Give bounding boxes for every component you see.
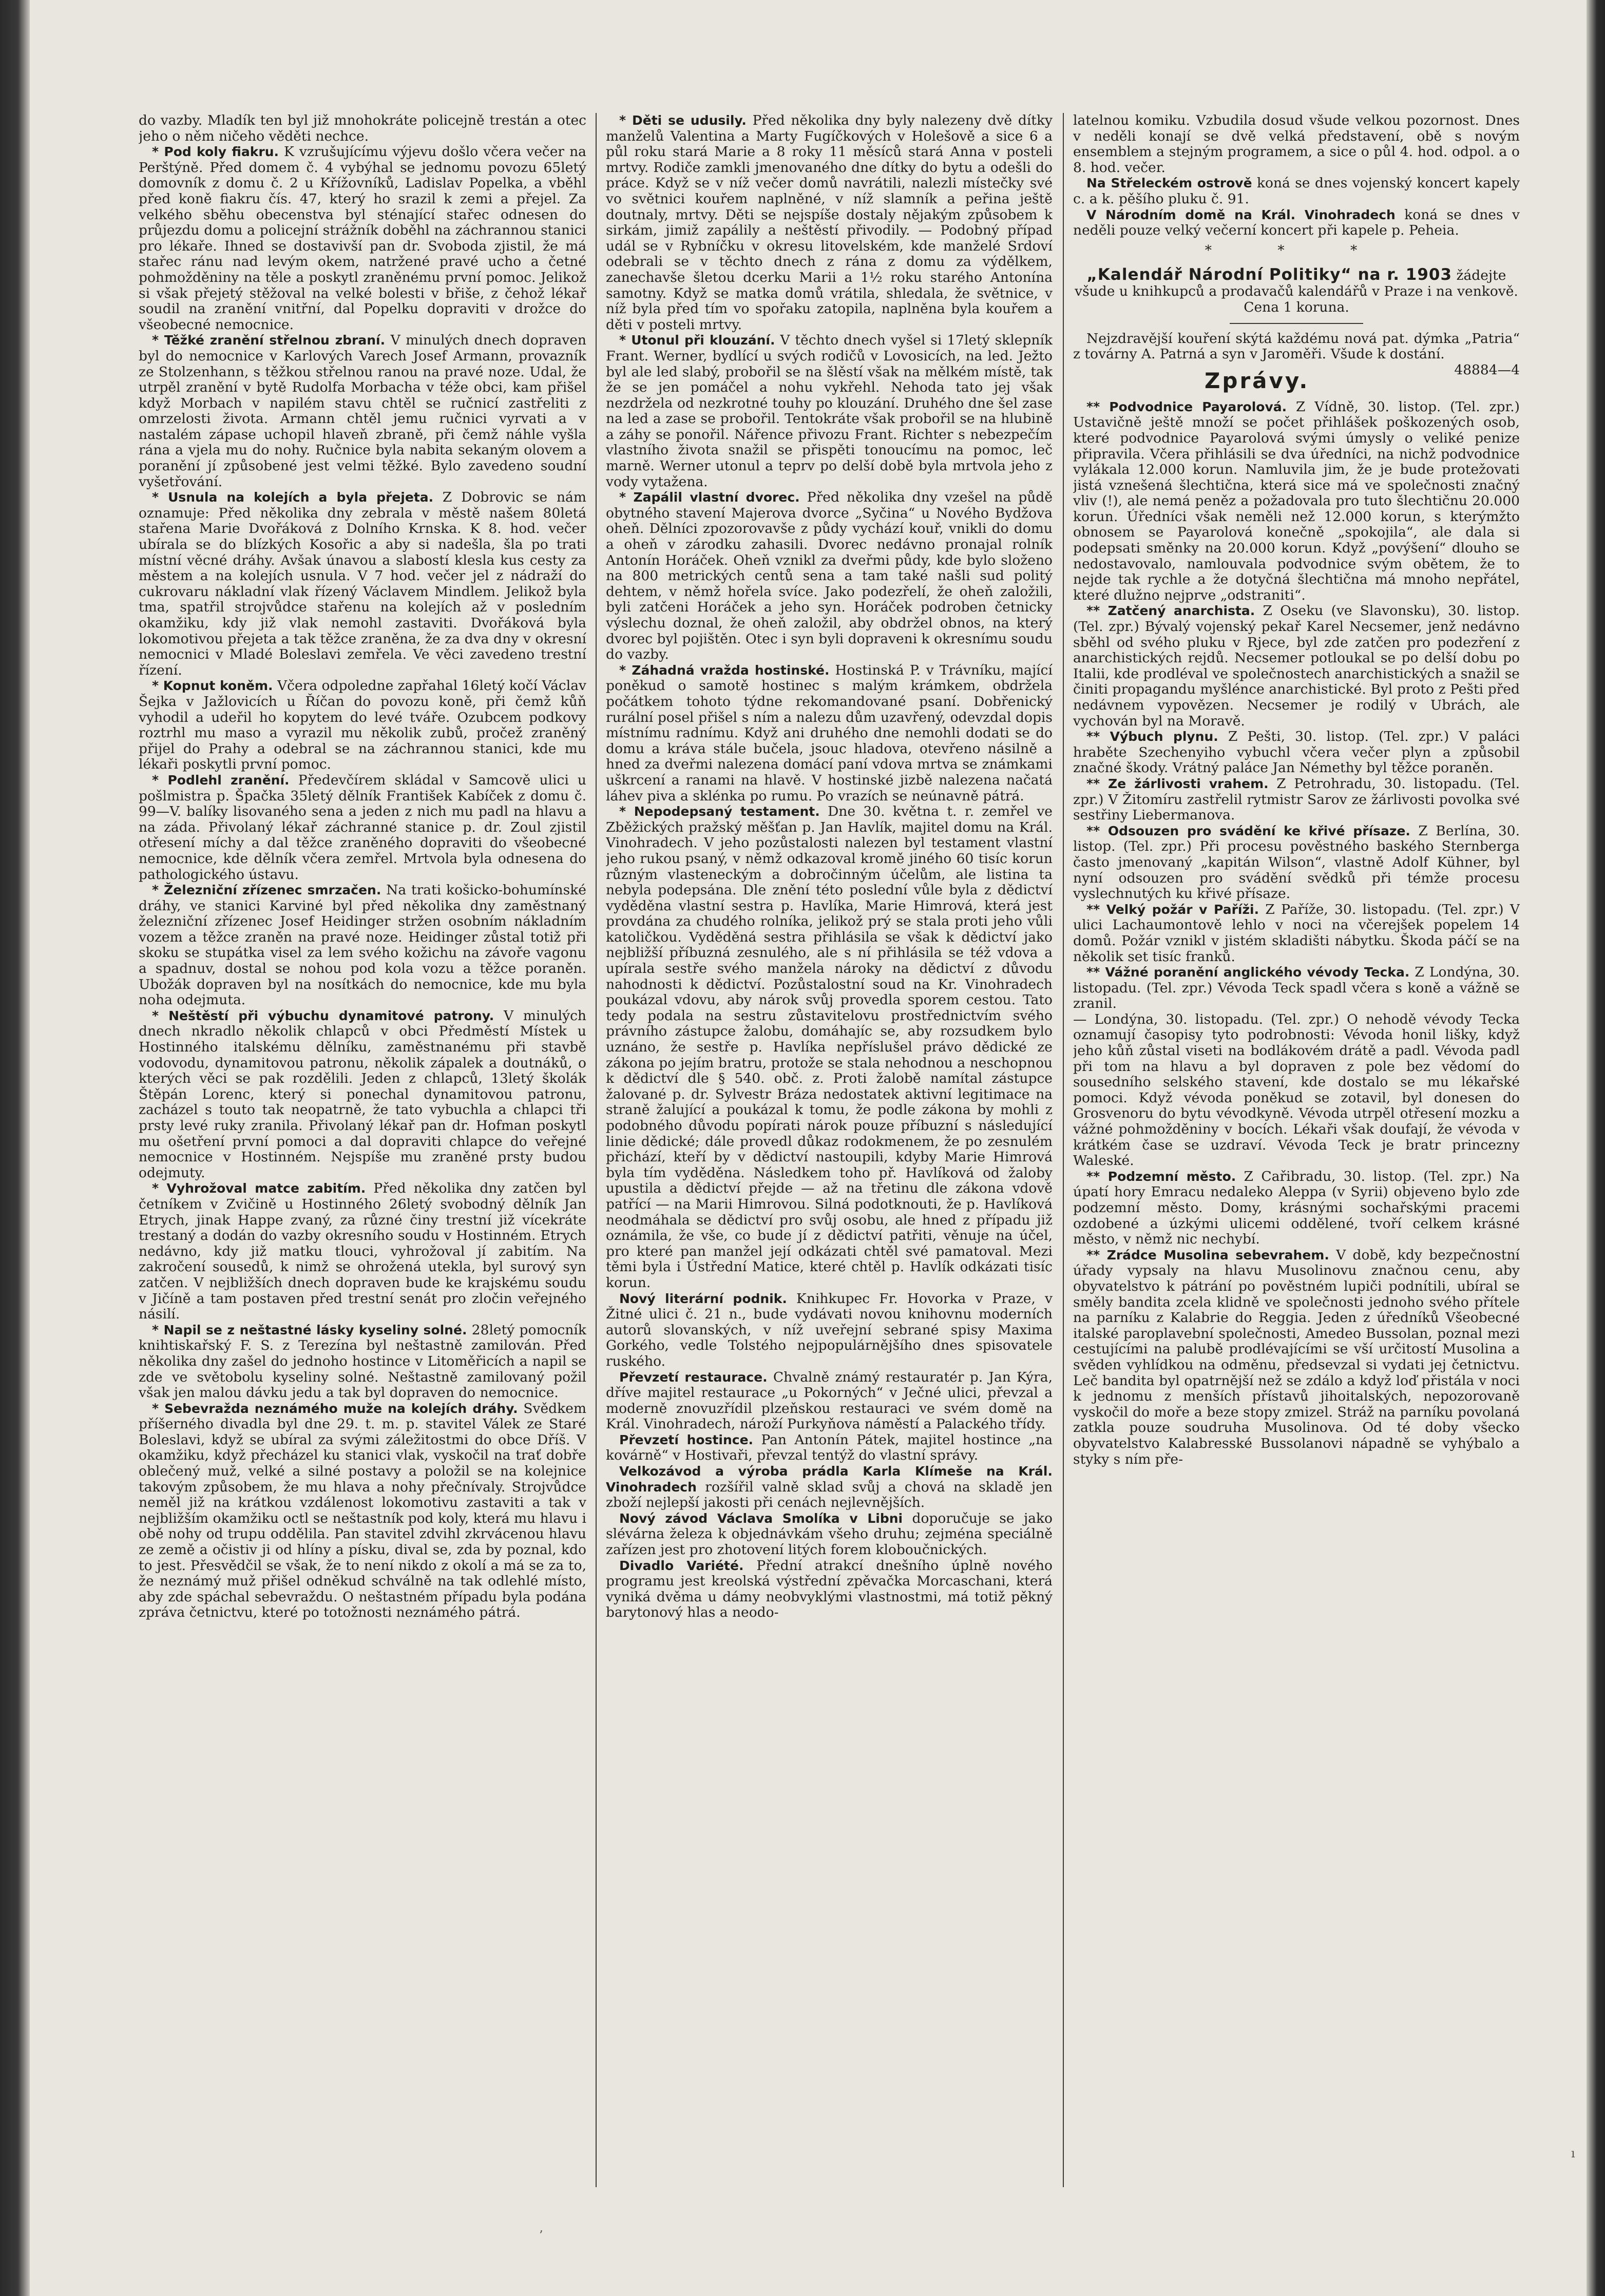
news-headline: * Děti se udusily. xyxy=(619,113,747,128)
news-paragraph xyxy=(139,1401,586,1621)
news-paragraph xyxy=(606,1558,1053,1621)
news-text: Z Londýna, 30. listopadu. (Tel. zpr.) Vévoda Teck spadl včera s koně a vážně se zranil. xyxy=(1073,964,1520,1012)
news-text: Knihkupec Fr. Hovorka v Praze, v Žitné ulici č. 21 n., bude vydávati novou knihovnu moderních autorů slovanských, v níž uveřejní sebrané spisy Maxima Gorkého, vedle Tolstého nejpopulárnějšího dnes spisovatele ruského. xyxy=(606,1290,1053,1369)
news-headline: * Zapálil vlastní dvorec. xyxy=(619,490,800,505)
page-edge-right xyxy=(1587,0,1605,2296)
column-3-news xyxy=(1073,399,1520,1467)
news-headline: ** Vážné poranění anglického vévody Tecka. xyxy=(1086,965,1410,980)
news-text: Z Paříže, 30. listopadu. (Tel. zpr.) V ulici Lachaumontově lehlo v noci na včerejšek popelem 14 domů. Požár vznikl v jistém skladišti nábytku. Škoda páčí se na několik set tisíc franků. xyxy=(1073,901,1520,965)
news-text: 28letý pomocník knihtiskařský F. S. z Terezína byl neštastně zamilován. Před několika dny zašel do jednoho hostince v Litoměřicích a napil se zde ve světobolu kyseliny solné. Neštastně zamilovaný požil však jen malou dávku jedu a tak byl dopraven do nemocnice. xyxy=(139,1322,586,1401)
news-paragraph xyxy=(1073,776,1520,824)
news-paragraph xyxy=(1073,1169,1520,1248)
news-text: Z Pešti, 30. listop. (Tel. zpr.) V paláci hraběte Szechenyiho vybuchl včera večer plyn a způsobil značné škody. Vrátný paláce Jan Némethy byl těžce poraněn. xyxy=(1073,729,1520,776)
pipe-ad-code: 48884—4 xyxy=(1454,361,1520,378)
news-paragraph xyxy=(606,333,1053,490)
news-text: Chvalně známý restauratér p. Jan Kýra, dříve majitel restaurace „u Pokorných“ v Ječné ulici, převzal a moderně znovuzřídil plzeňskou restauraci ve svém domě na Král. Vinohradech, nároží Purkyňova náměstí a Palackého třídy. xyxy=(606,1369,1053,1432)
news-paragraph xyxy=(1073,902,1520,965)
news-headline: * Záhadná vražda hostinské. xyxy=(619,662,830,678)
pipe-ad xyxy=(1073,330,1520,378)
news-text: Včera odpoledne zapřahal 16letý kočí Václav Šejka v Jažlovicích u Říčan do povozu koně, při čemž kůň vyhodil a udeřil ho kopytem do levé tváře. Ozubcem podkovy roztrhl mu maso a vyrazil mu několik zubů, pročež zraněný přijel do Prahy a odebral se na záchrannou stanici, kde mu lékaři poskytli první pomoc. xyxy=(139,678,586,773)
news-paragraph xyxy=(139,1323,586,1401)
news-text: Na trati košicko-bohumínské dráhy, ve stanici Karviné byl před několika dny zaměstnaný železniční zřízenec Josef Heidinger stržen osobním nákladním vozem a těžce zraněn na pravé noze. Heidinger zůstal totiž při skoku se stupátka visel za lem svého kožichu na závoře vagonu a spadnuv, dostal se nohou pod kola vozu a těžce poraněn. Ubožák dopraven byl na nosítkách do nemocnice, kde mu byla noha odejmuta. xyxy=(139,882,586,1008)
news-headline: * Kopnut koněm. xyxy=(152,678,273,694)
news-headline: * Podlehl zranění. xyxy=(152,772,290,788)
news-paragraph xyxy=(606,804,1053,1291)
news-paragraph xyxy=(1073,824,1520,902)
news-text: Z Vídně, 30. listop. (Tel. zpr.) Ustavičně ještě množí se počet přihlášek poškozených osob, které podvodnice Payarolová svými úmysly o veliké penize připravila. Včera přihlásili se dva úředníci, na nichž podvodnice vylákala 12.000 korun. Namluvila jim, že je bude protežovati jistá vznešená šlechtična, která sice má ve společnosti značný vliv (!), ale nemá peněz a požadovala pro tuto šlechtičnu 20.000 korun. Úředníci však neměli než 12.000 korun, s kterýmžto obnosem se Payarolová konečně „spokojila“, ale dala si podepsati směnky na 20.000 korun. Když „povýšení“ dlouho se nedostavovalo, namlouvala podvodnice svým obětem, že to nejde tak rychle a že dotyčná šlechtična má mnoho nepřátel, které dlužno nejprve „odstraniti“. xyxy=(1073,398,1520,603)
news-text: koná se dnes vojenský koncert kapely c. a k. pěšího pluku č. 91. xyxy=(1073,175,1520,207)
news-paragraph xyxy=(139,113,586,144)
news-text: — Londýna, 30. listopadu. (Tel. zpr.) O nehodě vévody Tecka oznamují časopisy tyto podrobnosti: Vévoda honil lišky, když jeho kůň zůstal viseti na bodlákovém drátě a padl. Vévoda padl při tom na hlavu a byl dopraven z pole bez vědomí do sousedního selského stavení, kde dostalo se mu lékařské pomoci. Když vévoda poněkud se zotavil, byl donesen do Grosvenoru do bytu vévodkyně. Vévoda utrpěl otřesení mozku a vážné pohmožděniny v bocích. Lékaři však doufají, že vévoda v krátkém čase se uzdraví. Vévoda Teck je bratr princezny Waleské. xyxy=(1073,1011,1520,1169)
news-paragraph xyxy=(139,678,586,773)
news-text: latelnou komiku. Vzbudila dosud všude velkou pozornost. Dnes v neděli konají se dvě velká představení, obě s novým ensemblem a stejným programem, a sice o půl 4. hod. odpol. a o 8. hod. večer. xyxy=(1073,113,1520,176)
news-paragraph xyxy=(139,1181,586,1322)
news-headline: * Těžké zranění střelnou zbraní. xyxy=(152,333,386,348)
news-headline: ** Odsouzen pro svádění ke křivé přísaze. xyxy=(1086,823,1410,838)
news-headline: * Nepodepsaný testament. xyxy=(619,804,820,819)
news-text: Přední atrakcí dnešního úplně nového programu jest kreolská výstřední zpěvačka Morcaschani, která vyniká dvěma u dámy neobvyklými vlastnostmi, má totiž pěkný barytonový hlas a neodo- xyxy=(606,1557,1053,1621)
news-paragraph xyxy=(1073,729,1520,776)
news-paragraph xyxy=(1073,1248,1520,1467)
news-headline: Nový literární podnik. xyxy=(619,1291,787,1306)
news-headline: ** Velký požár v Paříži. xyxy=(1086,902,1259,917)
news-headline: * Železniční zřízenec smrzačen. xyxy=(152,883,381,898)
news-text: rozšířil valně sklad svůj a chová na skladě jen zboží nejlepší jakosti při cenách nejlevnějších. xyxy=(606,1479,1053,1511)
page-edge-left xyxy=(0,0,30,2296)
news-headline: * Usnula na kolejích a byla přejeta. xyxy=(152,490,434,505)
news-text: Hostinská P. v Trávníku, mající poněkud o samotě hostinec s malým krámkem, obdržela počátkem tohoto týdne rekomandované psaní. Dobřenický rurální posel přišel s ním a nalezu dům uzavřený, odevzdal dopis místnímu radnímu. Když ani druhého dne nemohli dodati se do domu a kráva stále bučela, jsouc hladova, otevřeno násilně a hned za dveřmi nalezena domácí paní vdova mrtva se známkami uškrcení a ranami na hlavě. V hostinské jizbě nalezena načatá láhev piva a sklénka po rumu. Po vrazích se neúnavně pátrá. xyxy=(606,662,1053,804)
news-text: Z Dobrovic se nám oznamuje: Před několika dny zebrala v městě našem 80letá stařena Marie Dvořáková z Dolního Krnska. K 8. hod. večer ubírala se do blízkých Kosořic a aby si nadešla, šla po trati místní věcné dráhy. Avšak únavou a slabostí klesla kus cesty za městem a na kolejích usnula. V 7 hod. večer jel z nádraží do cukrovaru nákladní vlak řízený Václavem Mindlem. Jelikož byla tma, spatřil strojvůdce stařenu na kolejích až v posledním okamžiku, kdy již vlak nemohl zastaviti. Dvořáková byla lokomotivou přejeta a tak těžce zraněna, že za dva dny v okresní nemocnici v Mladé Boleslavi zemřela. Ve věci zavedeno trestní řízení. xyxy=(139,489,586,678)
news-paragraph xyxy=(139,490,586,678)
news-text: Z Oseku (ve Slavonsku), 30. listop. (Tel. zpr.) Bývalý vojenský pekař Karel Necsemer, jenž nedávno sběhl od svého pluku v Rjece, byl zde zatčen pro podezření z anarchistických rejdů. Necsemer potloukal se po delší dobu po Italii, kde prodléval ve společnostech anarchistických a snažil se činiti propagandu myšlénce anarchistické. Byl proto z Pešti před nedávnem vypovězen. Necsemer je rodilý v Ubrách, ale vychován byl na Moravě. xyxy=(1073,603,1520,729)
news-headline: ** Podzemní město. xyxy=(1086,1169,1236,1184)
news-paragraph xyxy=(139,773,586,883)
news-column-1 xyxy=(139,113,586,2197)
page-mark: ’ xyxy=(539,2228,543,2243)
calendar-ad-text: žádejte všude u knihkupců a prodavačů kalendářů v Praze i na venkově. Cena 1 koruna. xyxy=(1075,267,1518,315)
news-paragraph xyxy=(1073,207,1520,239)
news-headline: V Národním domě na Král. Vinohradech xyxy=(1086,207,1396,222)
news-paragraph xyxy=(606,1464,1053,1511)
news-text: Svědkem příšerného divadla byl dne 29. t. m. p. stavitel Válek ze Staré Boleslavi, když se ubíral za svými záležitostmi do obce Dříš. V okamžiku, když přecházel ku stanici vlak, vyskočil na trať dobře oblečený muž, velké a silné postavy a položil se na kolejnice takovým způsobem, že mu hlava a nohy přečnívaly. Strojvůdce neměl již na krátkou vzdálenost lokomotivu zastaviti a tak v nejbližším okamžiku octl se neštastník pod koly, která mu hlavu i obě nohy od trupu oddělila. Pan stavitel zdvihl zkrvácenou hlavu ze země a očistiv ji od hlíny a písku, dival se, zda by poznal, kdo to jest. Přesvědčil se však, že to není nikdo z okolí a má se za to, že neznámý muž přišel odněkud schválně na tak odlehlé místo, aby zde spáchal sebevraždu. O neštastném případu byla podána zpráva četnictvu, které po totožnosti neznámého pátrá. xyxy=(139,1400,586,1621)
calendar-ad-title: „Kalendář Národní Politiky“ na r. 1903 xyxy=(1086,265,1453,284)
news-paragraph xyxy=(139,333,586,490)
news-headline: * Utonul při klouzání. xyxy=(619,333,775,348)
news-text: Před několika dny vzešel na půdě obytného stavení Majerova dvorce „Syčina“ u Nového Bydžova oheň. Dělníci zpozorovavše z půdy vychází kouř, vnikli do domu a oheň v zárodku zahasili. Dvorec nedávno pronajal rolník Antonín Horáček. Oheň vznikl za dveřmi půdy, kde bylo složeno na 800 metrických centů sena a tam také našli sud politý dehtem, v němž hořela svíce. Jako podezřelí, že oheň založili, byli zatčeni Horáček a jeho syn. Horáček podroben četnicky výslechu doznal, že oheň založil, aby obdržel obnos, na který dvorec byl pojištěn. Otec i syn byli dopraveni k okresnímu soudu do vazby. xyxy=(606,489,1053,663)
news-headline: * Pod koly fiakru. xyxy=(152,144,279,160)
news-headline: Převzetí restaurace. xyxy=(619,1369,768,1385)
news-headline: ** Ze žárlivosti vrahem. xyxy=(1086,776,1269,791)
news-headline: Převzetí hostince. xyxy=(619,1432,754,1447)
column-rule xyxy=(1063,113,1064,2187)
news-text: Z Berlína, 30. listop. (Tel. zpr.) Při procesu pověstného baského Sternberga často jmenovaný „kapitán Wilson“, vlastně Adolf Kühner, byl nyní odsouzen pro svádění svědků při témže procesu vyslechnutých ku křivé přísaze. xyxy=(1073,822,1520,902)
news-text: Před několika dny byly nalezeny dvě dítky manželů Valentina a Marty Fugíčkových v Holešově a sice 6 a půl roku stará Marie a 8 roky 11 měsíců stará Anna v posteli mrtvy. Rodiče zamkli jmenovaného dne dítky do bytu a odešli do práce. Když se v níž večer domů navrátili, nalezli místečky své vo světnici kouřem naplněné, v níž slamník a peřina ještě doutnaly, mrtvy. Děti se nejspíše dostaly nějakým způsobem k sirkám, jimiž zapálily a neštěstí přivodily. — Podobný případ udál se v Rybníčku v okresu litovelském, kde manželé Srdoví odebrali se v těchto dnech z rána z domu za výdělkem, zanechavše šletou dcerku Marii a 1½ roku starého Antonína samotny. Když se matka domů vrátila, shledala, že světnice, v níž byla před tím vo spořaku zatopila, naplněna byla kouřem a děti v posteli mrtvy. xyxy=(606,113,1053,333)
news-text: doporučuje se jako slévárna železa k objednávkám všeho druhu; zejména speciálně zařízen jest pro zhotovení litých forem kloboučnických. xyxy=(606,1510,1053,1558)
news-text: Dne 30. května t. r. zemřel ve Zběžických pražský měšťan p. Jan Havlík, majitel domu na Král. Vinohradech. V jeho pozůstalosti nalezen byl testament vlastní jeho rukou psaný, v němž odkazoval kromě jiného 60 tisíc korun různým vlasteneckým a dobročinným účelům, ale listina ta nebyla podepsána. Dle znění této poslední vůle byla z dědictví vyděděna vlastní sestra p. Havlíka, Marie Himrová, která jest provdána za chudého rolníka, jelikož prý se stala proti jeho vůli katoličkou. Vyděděná sestra přihlásila se však k dědictví jako nejbližší příbuzná zesnulého, ale s ní přihlásila se též vdova a upírala sestře svého manžela nároky na dědictví z důvodu nahodnosti k dědictví. Pozůstalostní soud na Kr. Vinohradech poukázal vdovu, aby nárok svůj provedla sporem cestou. Tato tedy podala na sestru zůstavitelovu prostřednictvím svého právního zástupce žalobu, domáhajíc se, aby rozsudkem bylo uznáno, že sestře p. Havlíka nepříslušel právo dědické ze zákona po jejím bratru, protože se stala nehodnou a neschopnou k dědictví dle § 540. obč. z. Proti žalobě namítal zástupce žalované p. dr. Sylvestr Brázа nedostatek aktivní legitimace na straně žalující a poukázal k tomu, že podle zákona by mohli z podobného důvodu popírati nárok pouze příbuzní s následující linie dědické; dále provedl důkaz rodokmenem, že po zesnulém přichází, kteří by v dědictví nastoupili, kdyby Marie Himrová byla tím vyděděna. Následkem toho př. Havlíková od žaloby upustila a dědictví přejde — až na třetinu dle zákona vdově patřící — na Marii Himrovou. Silná podotknouti, že p. Havlíková neodmáhala se dědictví pro svůj osobu, ale hned z případu již oznámila, že vše, co bude jí z dědictví patřiti, věnuje na účel, pro které pan manžel její odkázati chtěl své pamatoval. Mezi těmi byla i Ústřední Matice, které chtěl p. Havlík odkázati tisíc korun. xyxy=(606,803,1053,1291)
separator-stars: * * * xyxy=(1205,242,1388,258)
news-headline: * Neštěstí při výbuchu dynamitové patrony. xyxy=(152,1008,494,1023)
news-paragraph xyxy=(1073,603,1520,729)
news-text: Před několika dny zatčen byl četníkem v Zvičině u Hostinného 26letý svobodný dělník Jan Etrych, jinak Happe zvaný, za různé činy trestní již vícekráte trestaný a dodán do vazby okresního soudu v Hostinném. Etrych nedávno, kdy již matku tlouci, vyhrožoval jí zabitím. Na zakročení sousedů, k nimž se ohrožená utekla, byl surový syn zatčen. V nejbližších dnech dopraven bude ke krajskému soudu v Jičíně a tam postaven před trestní senát pro zločin veřejného násilí. xyxy=(139,1180,586,1323)
news-paragraph xyxy=(606,1370,1053,1432)
news-paragraph xyxy=(606,113,1053,333)
news-text: V minulých dnech nkradlo několik chlapců v obci Předměstí Místek u Hostinného italskému dělníku, zaměstnanému při stavbě vodovodu, dynamitovou patronu, několik zápalek a doutnáků, o kterých věci se pak rozdělili. Jeden z chlapců, 13letý školák Štěpán Lorenc, který si ponechal dynamitovou patronu, zacházel s touto tak neopatrně, že tato vybuchla a chlapci tři prsty levé ruky zranila. Přivolaný lékař pan dr. Hofman poskytl mu ošetření první pomoci a dal dopraviti chlapce do veřejné nemocnice v Hostinném. Nejspíše mu zraněné prsty budou odejmuty. xyxy=(139,1007,586,1181)
pipe-ad-text: Nejzdravější kouření skýtá každému nová pat. dýmka „Patria“ z továrny A. Patrná a syn v Jaroměři. Všude k dostání. xyxy=(1073,330,1520,362)
news-headline: * Vyhrožoval matce zabitím. xyxy=(152,1181,366,1196)
news-column-3 xyxy=(1073,113,1520,2197)
news-headline: Divadlo Variété. xyxy=(619,1558,744,1573)
news-headline: ** Výbuch plynu. xyxy=(1086,729,1218,744)
news-paragraph xyxy=(1073,1012,1520,1169)
news-text: V minulých dnech dopraven byl do nemocnice v Karlových Varech Josef Armann, provazník ze Stolzenhann, s těžkou střelnou ranou na pravé noze. Udal, že utrpěl zranění v bytě Rudolfa Morbacha v téže obci, kam přišel když Morbach v napilém stavu chtěl se ručnicí zastřeliti z omrzelosti života. Armann chtěl jemu ručnici vyrvati a v nastalém zápase uchopil hlaveň zbraně, při čemž náhle vyšla rána a vjela mu do nohy. Ručnice byla nabita sekaným olovem a poranění jí způsobené jest velmi těžké. Bylo zavedeno soudní vyšetřování. xyxy=(139,332,586,490)
page-mark: ı xyxy=(1571,2146,1575,2160)
news-headline: ** Podvodnice Payarolová. xyxy=(1086,399,1287,414)
news-paragraph xyxy=(606,490,1053,663)
news-paragraph xyxy=(1073,113,1520,176)
news-paragraph xyxy=(1073,965,1520,1012)
news-text: V době, kdy bezpečnostní úřady vypsaly na hlavu Musolinovu značnou cenu, aby obyvatelstvo k pátrání po pověstném lupiči podnítili, ubíral se směly bandita zcela klidně ve společnosti jednoho svého přítele na parníku z Kalabrie do Reggia. Jeden z úředníků Všeobecné italské paroplavební společnosti, Amedeo Bussolan, poznal mezi cestujícími na palubě prodlévajícími se vší určitostí Musolina a svěden vyhlídkou na odměnu, předsevzal si vydati jej četnictvu. Leč bandita byl opatrnější než se zdálo a když loď přistála v noci k jednomu z menších přístavů jihoitalských, nepozorovaně vyskočil do moře a beze stopy zmizel. Stráž na parníku povolaná zatkla pouze soudruha Musolinova. Od té doby všecko obyvatelstvo Kalabresské Bussolanovi nápadně se vyhýbalo a styky s ním pře- xyxy=(1073,1247,1520,1467)
news-paragraph xyxy=(1073,176,1520,207)
column-rule xyxy=(596,113,597,2187)
news-paragraph xyxy=(139,1008,586,1181)
news-paragraph xyxy=(606,1511,1053,1558)
news-headline: * Sebevražda neznámého muže na kolejích dráhy. xyxy=(152,1401,518,1416)
news-headline: Na Střeleckém ostrově xyxy=(1086,176,1252,191)
news-text: K vzrušujícímu výjevu došlo včera večer na Perštýně. Před domem č. 4 vybýhal se jednomu povozu 65letý domovník z domu č. 2 u Křížovníků, Ladislav Popelka, a vběhl před koně fiakru čís. 47, který ho srazil k zemi a přejel. Za velkého sběhu obecenstva byl sténající stařec odnesen do průjezdu domu a policejní strážník doběhl na záchrannou stanici pro lékaře. Ihned se dostavivší pan dr. Svoboda zjistil, že má stařec ránu nad levým okem, natržené pravé ucho a četné pohmožděniny na těle a poskytl zraněnému první pomoc. Jelikož si však přejetý stěžoval na velké bolesti v břiše, z čehož lékař soudil na zranění vnitřní, dal Popelku dopraviti v drožce do všeobecné nemocnice. xyxy=(139,144,586,333)
zpravy-heading: Zprávy. xyxy=(1204,368,1310,393)
news-paragraph xyxy=(606,1291,1053,1370)
news-text: Předevčírem skládal v Samcově ulici u pošlmistra p. Špačka 35letý dělník František Kabíček z domu č. 99—V. balíky lisovaného sena a jeden z nich mu padl na hlavu a na záda. Přivolaný lékař záchranné stanice p. dr. Zoul zjistil otřesení míchy a dal těžce zraněného dopraviti do všeobecné nemocnice, kde dělník včera zemřel. Mrtvola byla odnesena do pathologického ústavu. xyxy=(139,772,586,883)
news-paragraph xyxy=(1073,399,1520,604)
news-headline: * Napil se z neštastné lásky kyseliny solné. xyxy=(152,1322,467,1337)
news-text: V těchto dnech vyšel si 17letý sklepník Frant. Werner, bydlící u svých rodičů v Lovosicích, na led. Ježto byl ale led slabý, probořil se na šlěstí však na mělkém místě, tak že se jen pomáčel a nohu vykřehl. Nehoda tato jej však nezdržela od nezkrotné touhy po klouzání. Druhého dne šel zase na led a zase se probořil. Tentokráte však probořil se na hlubině a záhy se ponořil. Nářence přivozu Frant. Richter s nebezpečím vlastního života snažil se přispěti tonoucímu na pomoc, leč marně. Werner utonul a teprv po delší době byla mrtvola jeho z vody vytažena. xyxy=(606,332,1053,490)
news-column-2 xyxy=(606,113,1053,2197)
news-text: koná se dnes v neděli pouze velký večerní koncert při kapele p. Peheia. xyxy=(1073,206,1520,239)
news-paragraph xyxy=(606,663,1053,804)
news-text: Z Petrohradu, 30. listopadu. (Tel. zpr.) V Žitomíru zastřelil rytmistr Sarov ze žárlivosti povolka své sestřiny Liebermanova. xyxy=(1073,775,1520,824)
news-headline: ** Zrádce Musolina sebevrahem. xyxy=(1086,1247,1329,1262)
news-headline: Velkozávod a výroba prádla Karla Klímeše na Král. Vinohradech xyxy=(606,1464,1053,1495)
news-headline: Nový závod Václava Smolíka v Libni xyxy=(619,1510,903,1526)
separator-rule xyxy=(1230,323,1363,324)
news-headline: ** Zatčený anarchista. xyxy=(1086,603,1255,619)
news-paragraph xyxy=(606,1432,1053,1464)
news-text: do vazby. Mladík ten byl již mnohokráte policejně trestán a otec jeho o něm ničeho věděti nechce. xyxy=(139,113,586,144)
column-3-top xyxy=(1073,113,1520,239)
news-text: Pan Antonín Pátek, majitel hostince „na kovárně“ v Hostivaři, převzal tentýž do vlastní správy. xyxy=(606,1431,1053,1464)
news-paragraph xyxy=(139,883,586,1008)
calendar-ad xyxy=(1073,265,1520,315)
news-text: Z Cařibradu, 30. listop. (Tel. zpr.) Na úpatí hory Emracu nedaleko Aleppa (v Syrii) objeveno bylo zde podzemní město. Domy, krásnými sochařskými pracemi ozdobené a úzkými ulicemi oddělené, tvoří celkem krásné město, v němž nic nechybí. xyxy=(1073,1168,1520,1248)
news-paragraph xyxy=(139,144,586,333)
